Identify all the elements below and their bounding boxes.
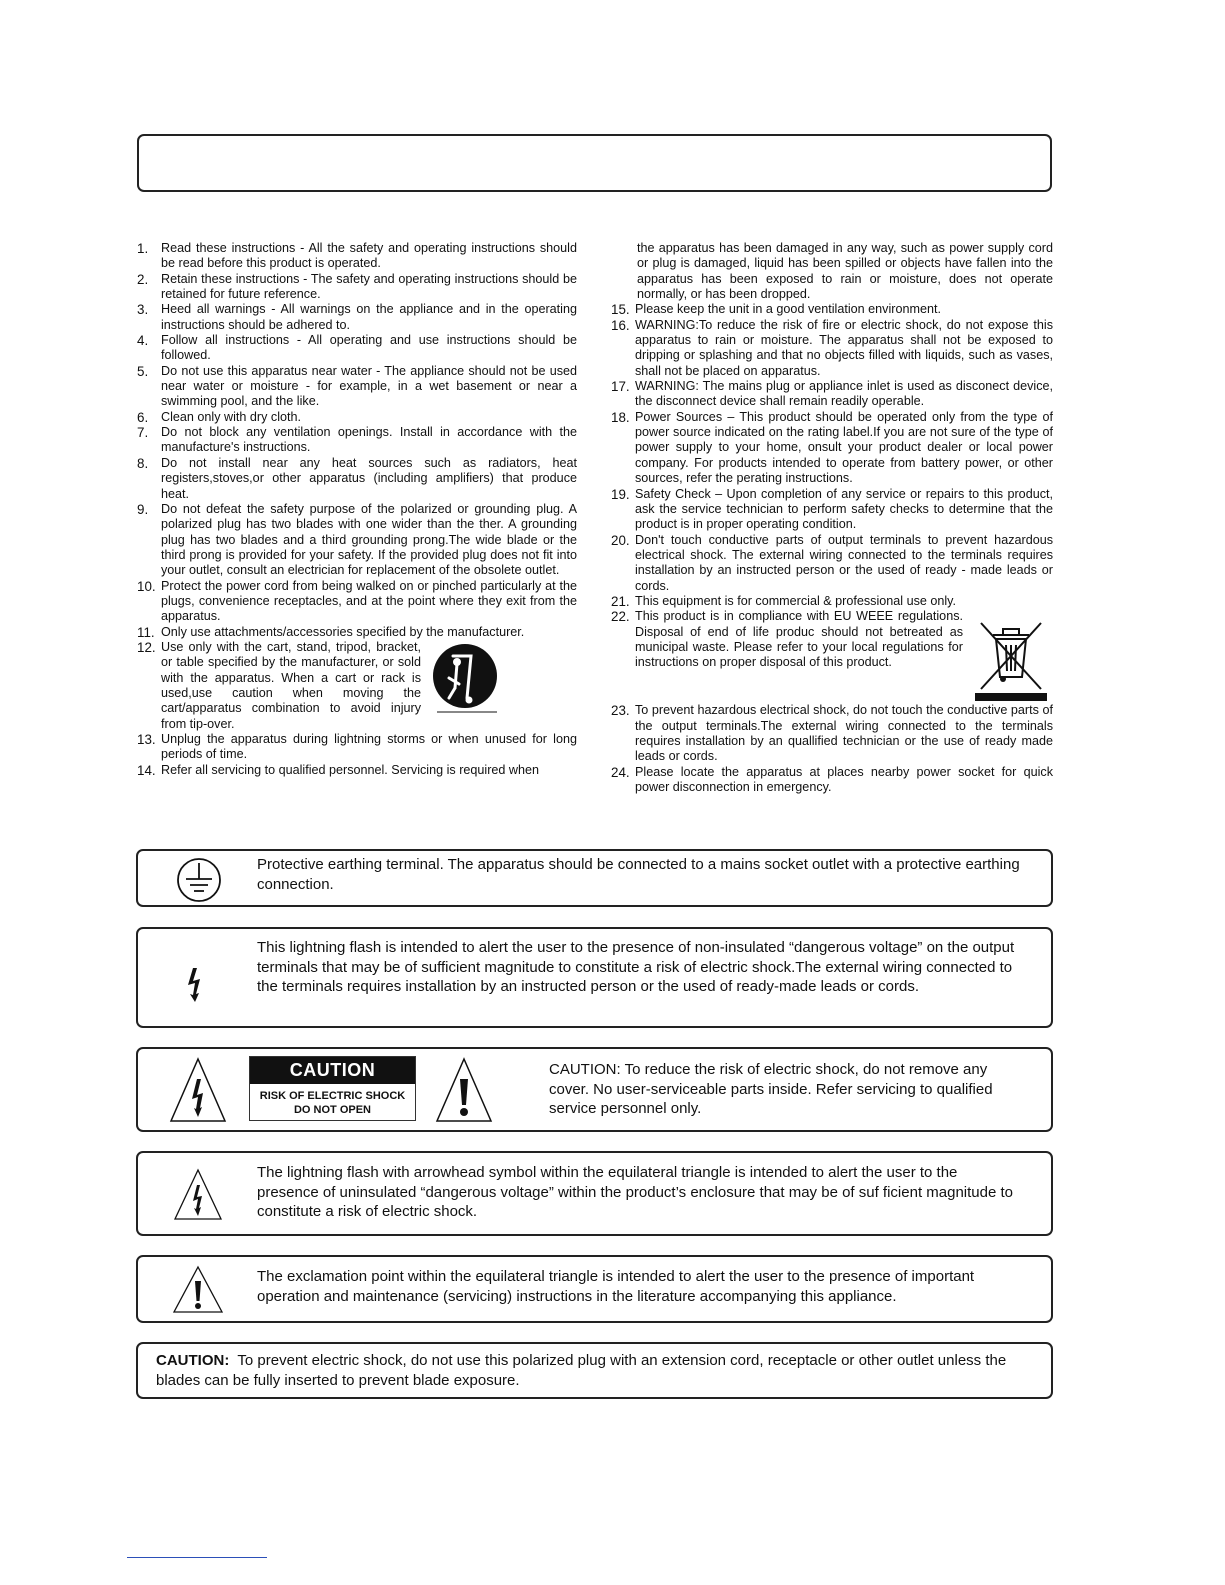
list-item: 8. Do not install near any heat sources such as radiators, heat registers,stoves,or other apparatus (including amplifiers) that produce heat. [137, 455, 577, 501]
list-item: 7. Do not block any ventilation openings. Install in accordance with the manufacture's instructions. [137, 425, 577, 455]
list-item: 13. Unplug the apparatus during lightning storms or when unused for long periods of time. [137, 732, 577, 762]
triangle-flash-notice: The lightning flash with arrowhead symbol within the equilateral triangle is intended to alert the user to the presence of uninsulated “dangerous voltage” within the product’s enclosure that may be of suf ficient magnitude to constitute a risk of electric shock. [136, 1151, 1053, 1236]
list-item: 5. Do not use this apparatus near water - The appliance should not be used near water or moisture - for example, in a wet basement or near a swimming pool, and the like. [137, 363, 577, 409]
triangle-exclamation-icon [434, 1055, 494, 1125]
list-item: 11. Only use attachments/accessories specified by the manufacturer. [137, 624, 525, 640]
list-item: 23. To prevent hazardous electrical shock, do not touch the conductive parts of the output terminals.The external wiring connected to the terminals requires installation by an quallified technician or the use of ready made leads or cords. [611, 703, 1053, 764]
list-item: 1. Read these instructions - All the safety and operating instructions should be read before this product is operated. [137, 241, 577, 271]
list-item: 2. Retain these instructions - The safety and operating instructions should be retained for future reference. [137, 271, 577, 302]
page-title-box [137, 134, 1052, 192]
safety-list-right [611, 241, 1053, 795]
earth-notice: Protective earthing terminal. The apparatus should be connected to a mains socket outlet with a protective earthing connection. [136, 849, 1053, 907]
list-item: 4. Follow all instructions - All operating and use instructions should be followed. [137, 333, 577, 363]
list-item: 24. Please locate the apparatus at places nearby power socket for quick power disconnection in emergency. [611, 764, 1053, 794]
list-item: 6. Clean only with dry cloth. [137, 409, 301, 425]
protective-earth-icon [176, 857, 222, 903]
list-item: 16. WARNING:To reduce the risk of fire or electric shock, do not expose this apparatus to rain or moisture. The apparatus shall not be exposed to dripping or splashing and that no objects filled with liquids, such as vases, shall not be placed on apparatus. [611, 317, 1053, 378]
list-item: 19. Safety Check – Upon completion of any service or repairs to this product, ask the service technician to perform safety checks to determine that the product is in proper operating condition. [611, 486, 1053, 532]
cart-tipover-icon [427, 642, 577, 716]
list-item: 9. Do not defeat the safety purpose of the polarized or grounding plug. A polarized plug has two blades with one wider than the ther. A grounding plug has two blades and a third grounding prong.The wide blade or the third prong is provided for your safety. If the provided plug does not fit into your outlet, consult an electrician for replacement of the obsolete outlet. [137, 501, 577, 578]
triangle-lightning-icon [168, 1055, 228, 1125]
list-item: 22. This product is in compliance with EU WEEE regulations. Disposal of end of life produc should not betreated as municipal waste. Please refer to your local regulations for instructions on proper disposal of this product. [611, 609, 1053, 703]
list-item: 3. Heed all warnings - All warnings on the appliance and in the operating instructions should be adhered to. [137, 302, 577, 332]
list-item: 20. Don't touch conductive parts of output terminals to prevent hazardous electrical shock. The external wiring connected to the terminals requires installation by an instructed person or the used of ready - made leads or cords. [611, 532, 1053, 593]
safety-list-left [137, 241, 577, 778]
footer-divider [127, 1557, 267, 1558]
list-item: 17. WARNING: The mains plug or appliance inlet is used as disconect device, the disconnect device shall remain readily operable. [611, 379, 1053, 409]
list-item: 12. Use only with the cart, stand, tripod, bracket, or table specified by the manufacturer, or sold with the apparatus. When a cart or rack is used,use caution when moving the cart/apparatus combination to avoid injury from tip-over. [137, 640, 577, 732]
exclamation-notice: The exclamation point within the equilateral triangle is intended to alert the user to the presence of important operation and maintenance (servicing) instructions in the literature accompanying this appliance. [136, 1255, 1053, 1323]
list-item: 21. This equipment is for commercial & professional use only. [611, 593, 957, 609]
triangle-lightning-icon [172, 1167, 224, 1223]
list-item: 15. Please keep the unit in a good ventilation environment. [611, 302, 941, 318]
plug-caution-notice: CAUTION: To prevent electric shock, do not use this polarized plug with an extension cord, receptacle or other outlet unless the blades can be fully inserted to prevent blade exposure. [136, 1342, 1053, 1399]
caution-sticker: CAUTION RISK OF ELECTRIC SHOCK DO NOT OPEN [249, 1056, 416, 1121]
lightning-notice: This lightning flash is intended to alert the user to the presence of non-insulated “dangerous voltage” on the output terminals that may be of sufficient magnitude to constitute a risk of electric shock.The external wiring connected to the terminals requires installation by an instructed person or the used of ready-made leads or cords. [136, 927, 1053, 1028]
list-item: 18. Power Sources – This product should be operated only from the type of power source indicated on the rating label.If you are not sure of the type of power supply to your home, onsult your product dealer or local power company. For products intended to operate from battery power, or other sources, refer the perating instructions. [611, 409, 1053, 486]
list-item: 10. Protect the power cord from being walked on or pinched particularly at the plugs, convenience receptacles, and at the point where they exit from the apparatus. [137, 578, 577, 624]
list-continuation: the apparatus has been damaged in any way, such as power supply cord or plug is damaged, liquid has been spilled or objects have fallen into the apparatus has been exposed to rain or moisture, does not operate normally, or has been dropped. [637, 241, 1053, 302]
lightning-flash-icon [186, 967, 204, 1003]
triangle-exclamation-icon [172, 1265, 224, 1315]
weee-bin-icon [969, 611, 1053, 701]
caution-label-notice: CAUTION RISK OF ELECTRIC SHOCK DO NOT OPEN CAUTION: To reduce the risk of electric shock, do not remove any cover. No user-serviceable parts inside. Refer servicing to qualified service personnel only. [136, 1047, 1053, 1132]
list-item: 14. Refer all servicing to qualified personnel. Servicing is required when [137, 762, 540, 778]
